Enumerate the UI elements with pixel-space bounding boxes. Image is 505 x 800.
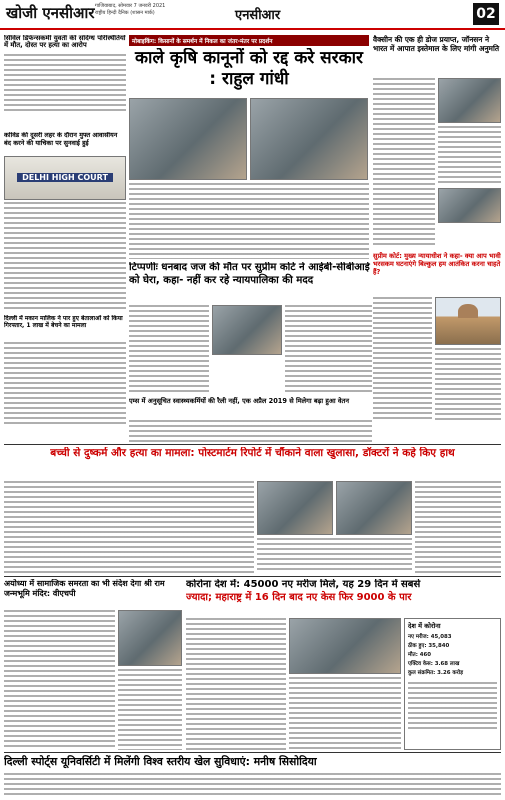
sc-small-body xyxy=(373,297,432,422)
story-delhi-landlord xyxy=(4,315,126,339)
headline: बच्ची से दुष्कर्म और हत्या का मामला: पोस्टमार्टम रिपोर्ट में चौंकाने वाला खुलासा, डॉक्टरों ने कहे किए हाथ xyxy=(50,447,455,459)
story-ayodhya xyxy=(4,579,182,607)
lead-photo-left xyxy=(129,98,247,180)
headline: टिप्पणीः धनबाद जज की मौत पर सुप्रीम कोर्ट ने आईबी-सीबीआई को घेरा, कहा- नहीं कर रहे न्यायपालिका की मदद xyxy=(129,262,370,286)
corona-photo xyxy=(289,618,401,674)
headline: दिल्ली में मकान मालिक ने पार हुए बेतालाओं को किया गिरफ्तार, 1 लाख में बेचने का मामला xyxy=(4,315,123,330)
story-vaccine xyxy=(373,35,501,75)
sc-small-body-2 xyxy=(435,348,501,422)
court-sign: DELHI HIGH COURT xyxy=(22,172,108,182)
corona-stats-box xyxy=(404,618,501,750)
story-delhi-sports xyxy=(4,755,501,771)
section-title: एनसीआर xyxy=(235,8,281,23)
lead-kicker: मोबाइकिंग: किसानों के समर्थन में निकल का जंतर-मंतर पर प्रदर्शन xyxy=(129,35,369,46)
sc-body xyxy=(129,305,209,395)
corona-box-title: देश में कोरोना xyxy=(408,622,441,630)
delhi-landlord-body xyxy=(4,342,126,427)
headline: वैक्सीन की एक ही डोज प्रयाप्त, जॉनसन ने भारत में आपात इस्तेमाल के लिए मांगी अनुमति xyxy=(373,35,500,53)
headline-b: ज्यादा; महाराष्ट्र में 16 दिन बाद नए केस फिर 9000 के पार xyxy=(186,591,412,603)
dateline: गाजियाबाद, सोमवार 7 जनवरी 2021 राष्ट्रीय हिन्दी दैनिक (शासन मार्क) xyxy=(95,3,166,16)
ayodhya-photo xyxy=(118,610,182,666)
lead-headline: काले कृषि कानूनों को रद्द करे सरकार : राहुल गांधी xyxy=(134,48,364,89)
headline: सिविल डिफेन्सकर्मी युवती की संदिग्ध परिस्थितियों में मौत, दोस्त पर हत्या का आरोप xyxy=(4,35,126,50)
headline: एम्स में अनुसूचित स्वास्थ्यकर्मियों की रैली नहीं, एक अप्रैल 2019 से मिलेगा बढ़ा हुआ वेतन xyxy=(129,397,349,405)
vaccine-photo xyxy=(438,78,501,123)
headline: दिल्ली स्पोर्ट्स यूनिवर्सिटी में मिलेंगी विश्व स्तरीय खेल सुविधाएं: मनीष सिसोदिया xyxy=(4,755,317,768)
aiims-body xyxy=(129,420,372,442)
story-hc-covid xyxy=(4,132,126,154)
story-aiims xyxy=(129,397,372,417)
headline-a: कोरोना देश में: 45000 नए मरीज मिले, यह 29 दिन में सबसे xyxy=(186,579,421,590)
masthead xyxy=(0,0,505,30)
story-sc-cji xyxy=(373,252,501,294)
vaccine-body xyxy=(373,78,435,248)
story-civil-defence xyxy=(4,35,126,130)
corona-stat: नए मरीज: 45,083 xyxy=(408,634,452,640)
delhi-high-court-photo xyxy=(4,156,126,200)
brand-logo: खोजी एनसीआर xyxy=(6,4,95,22)
page-number: 02 xyxy=(473,3,499,25)
divider xyxy=(4,444,501,445)
postmortem-photo-1 xyxy=(257,481,333,535)
divider xyxy=(4,576,501,577)
corona-body xyxy=(186,618,286,750)
headline: अयोध्या में सामाजिक समरता का भी संदेश देगा श्री राम जन्मभूमि मंदिर: वीएचपी xyxy=(4,579,165,598)
corona-stat: मौत: 460 xyxy=(408,652,431,658)
postmortem-photo-2 xyxy=(336,481,412,535)
postmortem-body-2 xyxy=(415,481,501,573)
body-text xyxy=(4,54,126,114)
vaccine-body-2 xyxy=(438,126,501,186)
story-sc-dhanbad xyxy=(129,262,372,302)
corona-stat: एक्टिव केस: 3.68 लाख xyxy=(408,661,460,667)
hc-body xyxy=(4,202,126,312)
postmortem-body-3 xyxy=(257,538,412,573)
delhi-sports-body xyxy=(4,773,501,797)
postmortem-body xyxy=(4,481,254,573)
sc-body-2 xyxy=(285,305,372,395)
lead-photo-right xyxy=(250,98,368,180)
story-corona xyxy=(186,579,501,615)
ayodhya-body xyxy=(4,610,115,750)
supreme-court-photo xyxy=(435,297,501,345)
headline: कोविड की दूसरी लहर के दौरान मुफ्त आवासीयन बंद करने की याचिका पर सुनवाई हुई xyxy=(4,132,118,147)
sc-photo xyxy=(212,305,282,355)
lead-story xyxy=(129,48,369,96)
corona-stat: कुल संक्रमित: 3.26 करोड़ xyxy=(408,670,463,676)
ayodhya-body-2 xyxy=(118,669,182,750)
story-postmortem xyxy=(4,447,501,479)
lead-body xyxy=(129,183,369,259)
vaccine-photo-2 xyxy=(438,188,501,223)
corona-stat: ठीक हुए: 35,840 xyxy=(408,643,450,649)
divider xyxy=(4,752,501,753)
headline: सुप्रीम कोर्ट: मुख्य न्यायाधीश ने कहा- क्या आप भावी भरसकम घटनाएंगे बिल्कुल हम आतंकित करना चाहते हैं? xyxy=(373,252,501,276)
corona-body-2 xyxy=(289,677,401,750)
